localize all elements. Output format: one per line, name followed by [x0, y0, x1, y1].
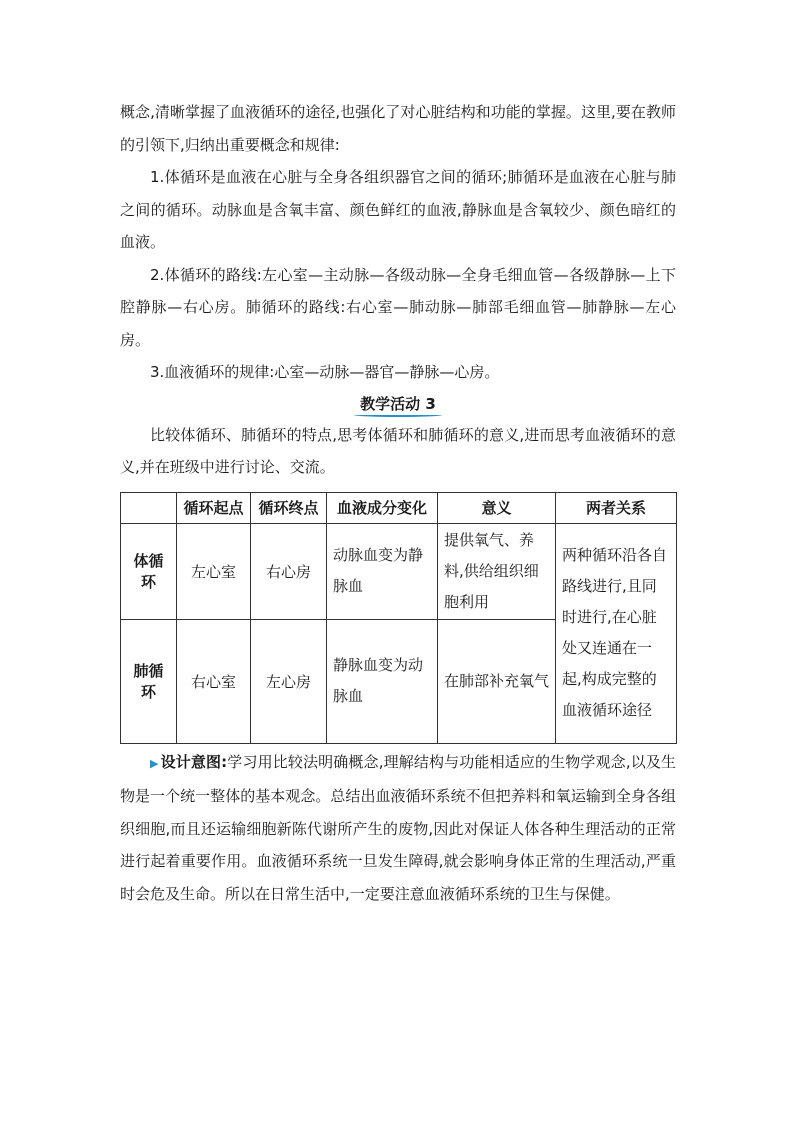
- table-header-row: [121, 492, 677, 523]
- cell-change: 动脉血变为静脉血: [327, 523, 438, 619]
- header-start: 循环起点: [177, 492, 251, 523]
- row-name-systemic: 体循环: [121, 523, 177, 619]
- cell-change: 静脉血变为动脉血: [327, 619, 438, 743]
- header-change: 血液成分变化: [327, 492, 438, 523]
- cell-end: 右心房: [251, 523, 327, 619]
- design-intent-paragraph: [120, 746, 676, 911]
- activity-title: [120, 389, 676, 419]
- document-page: [120, 96, 676, 910]
- point-1: 1.体循环是血液在心脏与全身各组织器官之间的循环;肺循环是血液在心脏与肺之间的循环。动脉血是含氧丰富、颜色鲜红的血液,静脉血是含氧较少、颜色暗红的血液。: [120, 168, 676, 251]
- row-name-pulmonary: 肺循环: [121, 619, 177, 743]
- design-intent-text: 学习用比较法明确概念,理解结构与功能相适应的生物学观念,以及生物是一个统一整体的基本观念。总结出血液循环系统不但把养料和氧运输到全身各组织细胞,而且还运输细胞新陈代谢所产生的废物,因此对保证人体各种生理活动的正常进行起着重要作用。血液循环系统一旦发生障碍,就会影响身体正常的生理活动,严重时会危及生命。所以在日常生活中,一定要注意血液循环系统的卫生与保健。: [120, 752, 677, 903]
- cell-start: 左心室: [177, 523, 251, 619]
- activity-description: 比较体循环、肺循环的特点,思考体循环和肺循环的意义,进而思考血液循环的意义,并在班级中进行讨论、交流。: [120, 425, 676, 476]
- cell-start: 右心室: [177, 619, 251, 743]
- header-relation: 两者关系: [556, 492, 677, 523]
- design-intent-label: 设计意图:: [160, 752, 228, 771]
- point-2: 2.体循环的路线:左心室—主动脉—各级动脉—全身毛细血管—各级静脉—上下腔静脉—右心房。肺循环的路线:右心室—肺动脉—肺部毛细血管—肺静脉—左心房。: [120, 265, 676, 349]
- triangle-marker-icon: ▶: [150, 756, 159, 770]
- table-row: [121, 523, 677, 619]
- header-corner: [121, 492, 177, 523]
- point-3: 3.血液循环的规律:心室—动脉—器官—静脉—心房。: [150, 363, 500, 381]
- cell-end: 左心房: [251, 619, 327, 743]
- intro-paragraph: 概念,清晰掌握了血液循环的途径,也强化了对心脏结构和功能的掌握。这里,要在教师的引领下,归纳出重要概念和规律:: [120, 103, 676, 154]
- header-end: 循环终点: [251, 492, 327, 523]
- activity-title-text: 教学活动 3: [354, 389, 442, 419]
- header-meaning: 意义: [438, 492, 556, 523]
- comparison-table: [120, 492, 677, 744]
- cell-relation: 两种循环沿各自路线进行,且同时进行,在心脏处又连通在一起,构成完整的血液循环途径: [556, 523, 677, 743]
- cell-meaning: 提供氧气、养料,供给组织细胞利用: [438, 523, 556, 619]
- cell-meaning: 在肺部补充氧气: [438, 619, 556, 743]
